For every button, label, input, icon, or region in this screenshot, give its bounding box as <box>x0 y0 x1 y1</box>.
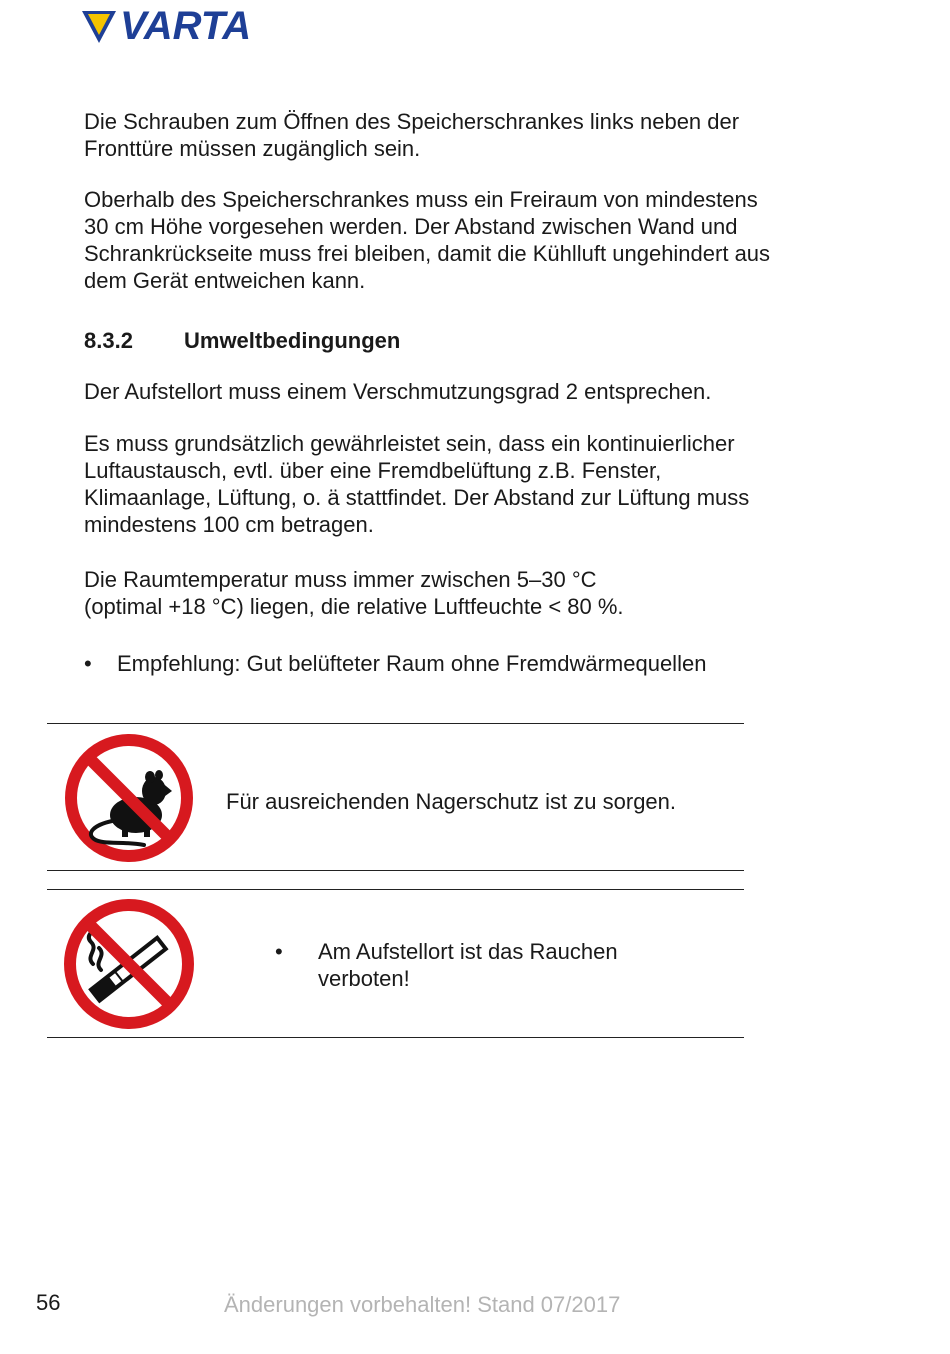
divider <box>47 870 744 871</box>
divider <box>47 889 744 890</box>
divider <box>47 723 744 724</box>
paragraph-clearance: Oberhalb des Speicherschrankes muss ein Freiraum von mindestens 30 cm Höhe vorgesehen werden. Der Abstand zwischen Wand und Schrankrückseite muss frei bleiben, damit die Kühlluft ungehindert aus dem Gerät entweichen kann. <box>84 187 771 293</box>
brand-name: VARTA <box>120 4 252 48</box>
paragraph-ventilation: Es muss grundsätzlich gewährleistet sein, dass ein kontinuierlicher Luftaustausch, evtl. über eine Fremdbelüftung z.B. Fenster, Klimaanlage, Lüftung, o. ä stattfindet. Der Abstand zur Lüftung muss mindestens 100 cm betragen. <box>84 431 750 537</box>
section-title: Umweltbedingungen <box>184 328 401 353</box>
bullet-icon: • <box>84 651 92 676</box>
divider <box>47 1037 744 1038</box>
varta-logo <box>82 4 252 48</box>
section-number: 8.3.2 <box>84 328 133 353</box>
smoking-warning-line-1: Am Aufstellort ist das Rauchen <box>318 939 618 964</box>
paragraph-pollution-degree: Der Aufstellort muss einem Verschmutzungsgrad 2 entsprechen. <box>84 379 712 404</box>
page-number: 56 <box>36 1290 61 1315</box>
footer-note: Änderungen vorbehalten! Stand 07/2017 <box>224 1292 621 1317</box>
smoking-warning-text <box>318 938 618 992</box>
temperature-line-2: (optimal +18 °C) liegen, die relative Luftfeuchte < 80 %. <box>84 594 624 619</box>
smoking-warning <box>275 938 618 992</box>
varta-flag-icon <box>82 9 116 43</box>
no-rodents-icon <box>64 733 194 868</box>
recommendation-text: Empfehlung: Gut belüfteter Raum ohne Fremdwärmequellen <box>117 651 707 676</box>
recommendation-bullet <box>84 650 706 677</box>
no-smoking-icon <box>63 898 195 1035</box>
smoking-warning-line-2: verboten! <box>318 966 410 991</box>
section-heading <box>84 327 400 354</box>
paragraph-screws: Die Schrauben zum Öffnen des Speicherschrankes links neben der Fronttüre müssen zugänglich sein. <box>84 109 740 161</box>
rodent-warning-text: Für ausreichenden Nagerschutz ist zu sorgen. <box>226 789 677 814</box>
temperature-line-1: Die Raumtemperatur muss immer zwischen 5–30 °C <box>84 567 597 592</box>
bullet-icon: • <box>275 939 283 964</box>
paragraph-temperature <box>84 566 804 620</box>
